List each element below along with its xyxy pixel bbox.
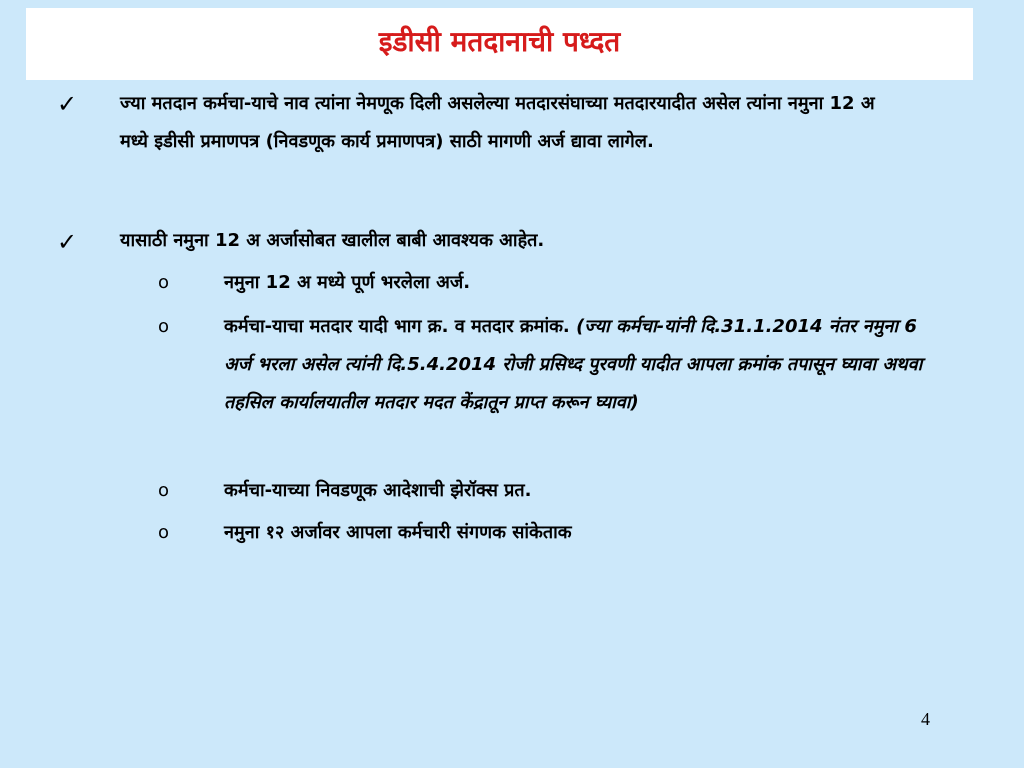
page-number: 4	[921, 709, 930, 729]
checkmark-icon: ✓	[57, 228, 78, 256]
checkmark-icon: ✓	[57, 90, 78, 118]
sub-item-main-text: कर्मचा-याचा मतदार यादी भाग क्र. व मतदार क्रमांक.	[224, 316, 570, 337]
circle-bullet-icon: o	[158, 480, 170, 501]
sub-item-text: नमुना 12 अ मध्ये पूर्ण भरलेला अर्ज.	[224, 272, 471, 293]
slide-title: इडीसी मतदानाची पध्दत	[378, 25, 621, 58]
bullet-text: ज्या मतदान कर्मचा-याचे नाव त्यांना नेमणूक दिली असलेल्या मतदारसंघाच्या मतदारयादीत असेल त्यांना नमुना 12 अ मध्ये इडीसी प्रमाणपत्र (निवडणूक कार्य प्रमाणपत्र) साठी मागणी अर्ज द्यावा लागेल.	[120, 93, 875, 152]
bullet-text: यासाठी नमुना 12 अ अर्जासोबत खालील बाबी आवश्यक आहेत.	[120, 230, 545, 251]
circle-bullet-icon: o	[158, 272, 170, 293]
sub-item-text: कर्मचा-याच्या निवडणूक आदेशाची झेरॉक्स प्रत.	[224, 480, 532, 501]
sub-item-text	[224, 308, 924, 422]
circle-bullet-icon: o	[158, 522, 170, 543]
sub-item-italic-note: (ज्या कर्मचा-यांनी दि.31.1.2014 नंतर नमुना 6 अर्ज भरला असेल त्यांनी दि.5.4.2014 रोजी प्रसिध्द पुरवणी यादीत आपला क्रमांक तपासून घ्यावा अथवा तहसिल कार्यालयातील मतदार मदत केंद्रातून प्राप्त करून घ्यावा)	[224, 316, 923, 413]
circle-bullet-icon: o	[158, 316, 170, 337]
sub-item-text: नमुना १२ अर्जावर आपला कर्मचारी संगणक सांकेताक	[224, 522, 572, 543]
